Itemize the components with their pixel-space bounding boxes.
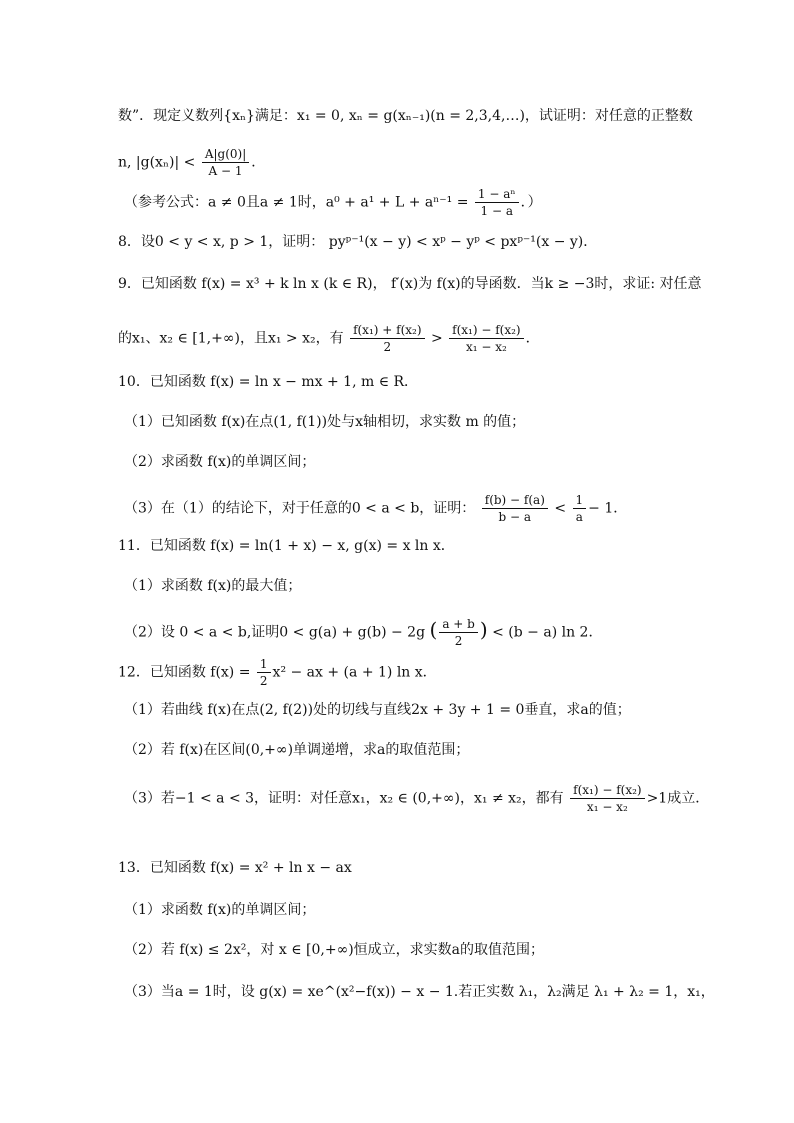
paren-left: ( <box>429 617 438 642</box>
text-segment: （参考公式：a ≠ 0且a ≠ 1时，a⁰ + a¹ + L + aⁿ⁻¹ = <box>124 194 469 211</box>
text-segment: ． <box>525 330 540 347</box>
fraction <box>449 322 523 355</box>
text-line <box>118 146 734 179</box>
fraction-numerator: 1 <box>573 492 587 509</box>
text-line: （1）若曲线 f(x)在点(2, f(2))处的切线与直线2x + 3y + 1 = 0垂直，求a的值； <box>124 702 631 718</box>
text-line: 数”．现定义数列{xₙ}满足：x₁ = 0, xₙ = g(xₙ₋₁)(n = 2,3,4,…)，试证明：对任意的正整数 <box>118 108 693 124</box>
fraction <box>350 322 424 355</box>
fraction-denominator: b − a <box>498 510 532 524</box>
fraction-denominator: x₁ − x₂ <box>465 340 507 354</box>
question-heading <box>118 656 734 689</box>
text-segment: n, |g(xₙ)| < <box>118 154 196 171</box>
question-heading: 13．已知函数 f(x) = x² + ln x − ax <box>118 860 352 876</box>
text-line: （1）求函数 f(x)的最大值； <box>124 578 302 594</box>
fraction <box>257 656 271 689</box>
text-segment: 的x₁、x₂ ∈ [1,+∞)，且x₁ > x₂，有 <box>118 330 344 347</box>
text-line <box>124 492 734 525</box>
text-segment: （3）若−1 < a < 3，证明：对任意x₁，x₂ ∈ (0,+∞)，x₁ ≠ x₂，都有 <box>124 790 564 807</box>
fraction-denominator: 1 − a <box>480 204 513 218</box>
fraction-denominator: x₁ − x₂ <box>586 800 628 814</box>
text-segment: < (b − a) ln 2． <box>492 624 603 641</box>
fraction-denominator: 2 <box>259 674 268 688</box>
text-segment: （2）设 0 < a < b,证明0 < g(a) + g(b) − 2g <box>124 624 426 641</box>
text-segment: （3）在（1）的结论下，对于任意的0 < a < b，证明： <box>124 500 476 517</box>
text-segment: > <box>430 330 443 347</box>
fraction <box>570 782 644 815</box>
fraction-numerator: f(x₁) + f(x₂) <box>350 322 424 339</box>
text-line: （1）已知函数 f(x)在点(1, f(1))处与x轴相切，求实数 m 的值； <box>124 414 526 430</box>
text-line: （2）若 f(x) ≤ 2x²，对 x ∈ [0,+∞)恒成立，求实数a的取值范围； <box>124 942 545 958</box>
text-line: 9．已知函数 f(x) = x³ + k ln x (k ∈ R)， f′(x)为 f(x)的导函数．当k ≥ −3时，求证: 对任意 <box>118 276 702 292</box>
text-segment: x² − ax + (a + 1) ln x． <box>272 664 437 681</box>
fraction-denominator: 2 <box>383 340 392 354</box>
fraction-numerator: f(b) − f(a) <box>482 492 548 509</box>
text-line: （3）当a = 1时，设 g(x) = xe^(x²−f(x)) − x − 1.若正实数 λ₁，λ₂满足 λ₁ + λ₂ = 1，x₁， <box>124 984 715 1000</box>
fraction <box>482 492 548 525</box>
text-segment: − 1． <box>588 500 628 517</box>
fraction-numerator: f(x₁) − f(x₂) <box>449 322 523 339</box>
fraction-numerator: 1 − aⁿ <box>475 186 519 203</box>
text-segment: ． <box>251 154 266 171</box>
text-segment: < <box>554 500 567 517</box>
text-line <box>124 186 734 219</box>
fraction <box>202 146 249 179</box>
text-line: （1）求函数 f(x)的单调区间； <box>124 902 316 918</box>
fraction <box>475 186 519 219</box>
text-line: （2）求函数 f(x)的单调区间； <box>124 454 316 470</box>
text-line <box>118 322 734 355</box>
text-segment: ．） <box>520 194 542 211</box>
text-segment: >1成立． <box>646 790 710 807</box>
text-segment: 12．已知函数 f(x) = <box>118 664 251 681</box>
fraction-denominator: A − 1 <box>208 164 243 178</box>
fraction-numerator: a + b <box>439 616 478 633</box>
text-line <box>124 782 734 815</box>
fraction-numerator: f(x₁) − f(x₂) <box>570 782 644 799</box>
paren-right: ) <box>479 617 488 642</box>
text-line <box>124 616 734 649</box>
fraction-numerator: 1 <box>257 656 271 673</box>
fraction-denominator: a <box>575 510 583 524</box>
text-line: （2）若 f(x)在区间(0,+∞)单调递增，求a的取值范围； <box>124 742 470 758</box>
fraction-numerator: A|g(0)| <box>202 146 249 163</box>
question-heading: 10．已知函数 f(x) = ln x − mx + 1, m ∈ R． <box>118 374 419 390</box>
fraction <box>573 492 587 525</box>
text-line: 8．设0 < y < x, p > 1，证明： pyᵖ⁻¹(x − y) < xᵖ − yᵖ < pxᵖ⁻¹(x − y)． <box>118 234 598 250</box>
fraction-denominator: 2 <box>454 634 463 648</box>
question-heading: 11．已知函数 f(x) = ln(1 + x) − x, g(x) = x ln x． <box>118 538 455 554</box>
fraction <box>439 616 478 649</box>
